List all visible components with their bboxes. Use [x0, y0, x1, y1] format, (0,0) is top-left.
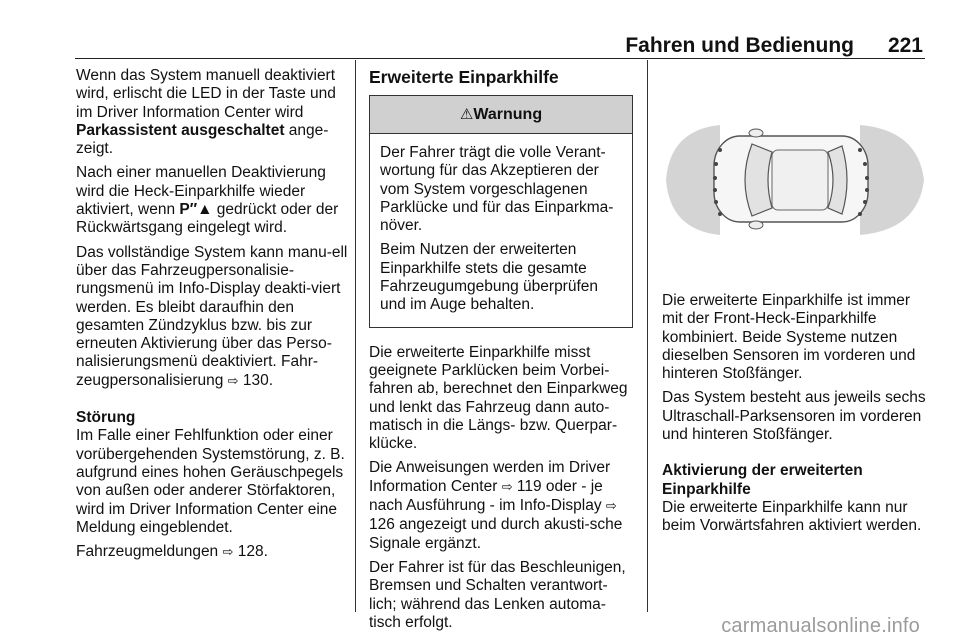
paragraph-instructions: Die Anweisungen werden im Driver Information Center ⇨ 119 oder - je nach Ausführung - im Info-Display ⇨ 126 angezeigt und durch akusti-sche Signale ergänzt. [369, 459, 623, 552]
paragraph-sensors: Das System besteht aus jeweils sechs Ultraschall-Parksensoren im vorderen und hinteren Stoßfänger. [662, 389, 926, 444]
column-middle [369, 67, 633, 638]
header-rule [75, 58, 925, 59]
paragraph-deactivation-led: Wenn das System manuell deaktiviert wird, erlischt die LED in der Taste und im Driver Information Center wird Parkassistent ausgeschaltet ange-zeigt. [76, 67, 336, 158]
warning-body [370, 134, 632, 327]
paragraph-vehicle-messages: Fahrzeugmeldungen ⇨ 128. [76, 543, 268, 561]
watermark: carmanualsonline.info [721, 615, 920, 637]
page-ref-128[interactable]: 128. [237, 543, 268, 561]
page-ref-119[interactable]: 119 [516, 477, 542, 495]
heading-activation: Aktivierung der erweiterten Einparkhilfe [662, 462, 863, 498]
page-ref-arrow-icon: ⇨ [605, 499, 617, 515]
paragraph-measures-gaps: Die erweiterte Einparkhilfe misst geeignete Parklücken beim Vorbei-fahren ab, berechnet den Einparkweg und lenkt das Fahrzeug dann auto-matisch in die Längs- bzw. Querpar-klücke. [369, 343, 628, 453]
paragraph-malfunction: Im Falle einer Fehlfunktion oder einer vorübergehenden Systemstörung, z. B. aufgrund eines hohen Geräuschpegels von außen oder anderer Störfaktoren, wird im Driver Information Center eine Meldung eingeblendet. [76, 427, 345, 536]
park-assist-button-symbol: P″▲ [179, 201, 213, 219]
column-right [662, 292, 928, 542]
warning-triangle-icon: ⚠ [459, 105, 474, 123]
column-divider-left [355, 60, 356, 612]
page-header-title: Fahren und Bedienung [625, 34, 854, 57]
page-ref-126[interactable]: 126 [369, 516, 395, 534]
warning-paragraph-surroundings: Beim Nutzen der erweiterten Einparkhilfe stets die gesamte Fahrzeugumgebung überprüfen und im Auge behalten. [380, 241, 599, 314]
paragraph-activation: Die erweiterte Einparkhilfe kann nur beim Vorwärtsfahren aktiviert werden. [662, 498, 922, 535]
column-divider-right [647, 60, 648, 612]
paragraph-full-deactivation: Das vollständige System kann manu-ell über das Fahrzeugpersonalisie-rungsmenü im Info-Display deakti-viert werden. Es bleibt daraufhin den gesamten Zündzyklus bzw. bis zur erneuten Aktivierung über das Perso-nalisierungsmenü deaktiviert. Fahr-zeugpersonalisierung ⇨ 130. [76, 243, 348, 389]
page-ref-130[interactable]: 130. [242, 371, 274, 389]
page-ref-arrow-icon: ⇨ [222, 545, 234, 561]
warning-header [370, 96, 632, 134]
paragraph-combined-system: Die erweiterte Einparkhilfe ist immer mit der Front-Heck-Einparkhilfe kombiniert. Beide Systeme nutzen dieselben Sensoren im vorderen und hinteren Stoßfänger. [662, 292, 916, 383]
page-ref-arrow-icon: ⇨ [501, 479, 513, 495]
car-top-view-icon [660, 70, 928, 280]
page-ref-arrow-icon: ⇨ [227, 373, 239, 389]
warning-title: Warnung [473, 106, 543, 123]
heading-erweiterte-einparkhilfe: Erweiterte Einparkhilfe [369, 67, 559, 87]
heading-stoerung: Störung [76, 409, 136, 427]
paragraph-reactivation: Nach einer manuellen Deaktivierung wird die Heck-Einparkhilfe wieder aktiviert, wenn P″▲ gedrückt oder der Rückwärtsgang eingelegt wird. [76, 164, 339, 237]
warning-box [369, 95, 633, 328]
column-left [76, 67, 350, 568]
page-number: 221 [887, 34, 923, 57]
car-sensor-illustration [660, 70, 928, 280]
warning-paragraph-responsibility: Der Fahrer trägt die volle Verant-wortung für das Akzeptieren der vom System vorgeschlagenen Parklücke und für das Einparkma-növer. [380, 144, 614, 235]
paragraph-driver-responsibility: Der Fahrer ist für das Beschleunigen, Bremsen und Schalten verantwort-lich; während das Lenken automa-tisch erfolgt. [369, 558, 626, 631]
bold-parkassistent-off: Parkassistent ausgeschaltet [76, 121, 285, 139]
